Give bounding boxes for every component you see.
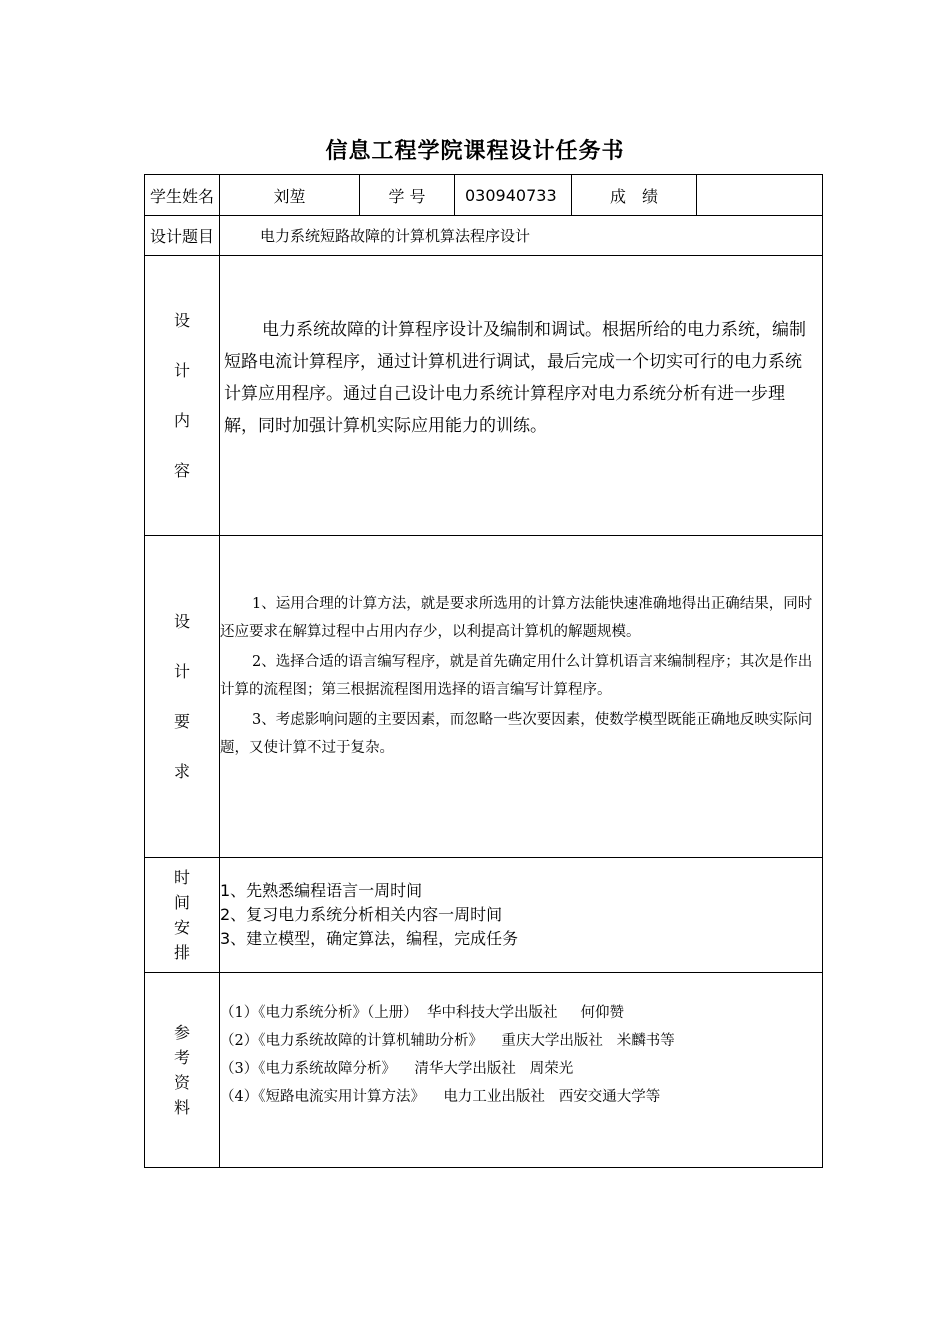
schedule-item: 1、先熟悉编程语言一周时间 bbox=[220, 881, 423, 900]
schedule-label-char: 排 bbox=[173, 943, 190, 962]
topic-value: 电力系统短路故障的计算机算法程序设计 bbox=[220, 216, 823, 256]
schedule-label-char: 时 bbox=[173, 868, 190, 887]
student-id-label: 学 号 bbox=[360, 175, 455, 216]
content-row bbox=[145, 256, 823, 536]
student-id-value: 030940733 bbox=[455, 175, 572, 216]
schedule-item: 3、建立模型，确定算法，编程，完成任务 bbox=[220, 929, 519, 948]
references-label-char: 参 bbox=[173, 1023, 190, 1042]
requirements-label-char: 求 bbox=[173, 761, 190, 781]
student-name-value: 刘堃 bbox=[220, 175, 360, 216]
references-label-char: 资 bbox=[173, 1073, 190, 1092]
reference-item: （4）《短路电流实用计算方法》 电力工业出版社 西安交通大学等 bbox=[220, 1089, 661, 1105]
content-label-char: 设 bbox=[173, 310, 190, 330]
student-name-label: 学生姓名 bbox=[145, 175, 220, 216]
reference-item: （3）《电力系统故障分析》 清华大学出版社 周荣光 bbox=[220, 1061, 574, 1077]
content-label-char: 计 bbox=[173, 360, 190, 380]
grade-value bbox=[697, 175, 823, 216]
requirements-row bbox=[145, 536, 823, 858]
requirement-item: 1、运用合理的计算方法，就是要求所选用的计算方法能快速准确地得出正确结果，同时还应要求在解算过程中占用内存少，以利提高计算机的解题规模。 bbox=[220, 595, 813, 640]
schedule-item: 2、复习电力系统分析相关内容一周时间 bbox=[220, 905, 503, 924]
content-text: 电力系统故障的计算程序设计及编制和调试。根据所给的电力系统，编制短路电流计算程序，通过计算机进行调试，最后完成一个切实可行的电力系统计算应用程序。通过自己设计电力系统计算程序对电力系统分析有进一步理解，同时加强计算机实际应用能力的训练。 bbox=[224, 320, 806, 436]
schedule-label-char: 安 bbox=[173, 918, 190, 937]
task-form-table bbox=[144, 174, 823, 1168]
reference-item: （2）《电力系统故障的计算机辅助分析》 重庆大学出版社 米麟书等 bbox=[220, 1033, 675, 1049]
references-label bbox=[145, 973, 220, 1168]
requirements-label-char: 要 bbox=[173, 711, 190, 731]
requirements-label bbox=[145, 536, 220, 858]
reference-item: （1）《电力系统分析》（上册） 华中科技大学出版社 何仰赞 bbox=[220, 1005, 624, 1021]
topic-row bbox=[145, 216, 823, 256]
references-label-char: 考 bbox=[173, 1048, 190, 1067]
schedule-label bbox=[145, 858, 220, 973]
references-row bbox=[145, 973, 823, 1168]
document-title: 信息工程学院课程设计任务书 bbox=[325, 139, 625, 164]
content-label bbox=[145, 256, 220, 536]
schedule-row bbox=[145, 858, 823, 973]
header-row bbox=[145, 175, 823, 216]
topic-label: 设计题目 bbox=[145, 216, 220, 256]
content-label-char: 容 bbox=[173, 460, 190, 480]
schedule-label-char: 间 bbox=[173, 893, 190, 912]
content-label-char: 内 bbox=[173, 410, 190, 430]
grade-label: 成 绩 bbox=[572, 175, 697, 216]
references-label-char: 料 bbox=[173, 1098, 190, 1117]
requirement-item: 2、选择合适的语言编写程序，就是首先确定用什么计算机语言来编制程序；其次是作出计算的流程图；第三根据流程图用选择的语言编写计算程序。 bbox=[220, 653, 813, 698]
requirements-label-char: 计 bbox=[173, 661, 190, 681]
requirement-item: 3、考虑影响问题的主要因素，而忽略一些次要因素，使数学模型既能正确地反映实际问题，又使计算不过于复杂。 bbox=[220, 711, 813, 756]
requirements-label-char: 设 bbox=[173, 611, 190, 631]
